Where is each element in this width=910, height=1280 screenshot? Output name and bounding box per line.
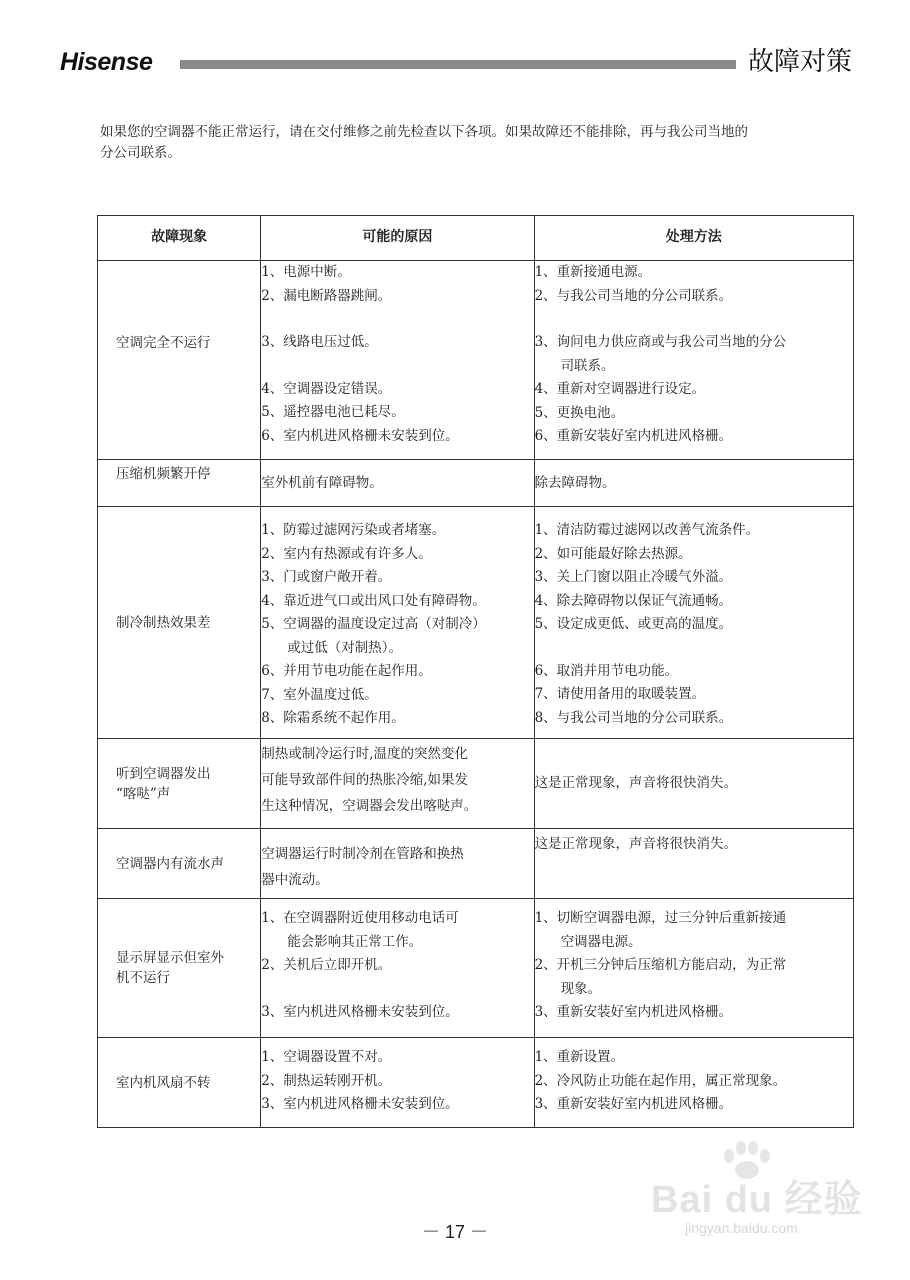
cause-line: 可能导致部件间的热胀冷缩,如果发 <box>261 772 468 788</box>
hisense-logo: Hisense <box>60 48 153 76</box>
cause-line: 4、靠近进气口或出风口处有障碍物。 <box>261 592 486 609</box>
cause-line: 2、制热运转刚开机。 <box>261 1072 392 1089</box>
solution-cell <box>534 739 853 829</box>
solution-line: 这是正常现象，声音将很快消失。 <box>534 774 738 791</box>
solution-line: 6、重新安装好室内机进风格栅。 <box>534 428 733 444</box>
solution-cell <box>534 899 853 1038</box>
cause-line: 2、关机后立即开机。 <box>261 957 392 973</box>
table-row <box>98 899 854 1038</box>
cause-line: 2、室内有热源或有许多人。 <box>261 545 432 562</box>
cause-line: 或过低（对制热）。 <box>287 639 402 656</box>
symptom-cell <box>98 460 261 507</box>
cause-line: 生这种情况，空调器会发出喀哒声。 <box>261 798 478 814</box>
cause-line: 7、室外温度过低。 <box>261 686 378 703</box>
solution-cell <box>534 507 853 739</box>
table-row <box>98 460 854 507</box>
solution-line: 2、与我公司当地的分公司联系。 <box>534 287 733 304</box>
cause-line: 4、空调器设定错误。 <box>261 380 392 397</box>
spacer <box>535 637 853 660</box>
troubleshooting-table <box>97 215 854 1128</box>
spacer <box>261 978 533 1001</box>
cause-line: 3、门或窗户敞开着。 <box>261 569 392 585</box>
cause-line: 1、空调器设置不对。 <box>261 1049 392 1065</box>
solution-line: 3、关上门窗以阻止冷暖气外溢。 <box>534 569 733 585</box>
watermark-url: jingyan.baidu.com <box>685 1220 798 1236</box>
symptom-cell <box>98 261 261 460</box>
solution-line: 8、与我公司当地的分公司联系。 <box>534 709 733 726</box>
header-solution: 处理方法 <box>534 216 853 261</box>
cause-cell <box>261 739 534 829</box>
cause-line: 1、电源中断。 <box>261 264 351 280</box>
symptom-text: 空调完全不运行 <box>116 335 211 351</box>
cause-cell <box>261 507 534 739</box>
solution-line: 1、重新设置。 <box>534 1049 625 1065</box>
table-row <box>98 507 854 739</box>
solution-line: 2、冷风防止功能在起作用，属正常现象。 <box>534 1072 787 1089</box>
page-number: － 17 － <box>421 1222 489 1242</box>
cause-line: 1、防霉过滤网污染或者堵塞。 <box>261 522 446 538</box>
page-title: 故障对策 <box>748 47 853 77</box>
cause-cell <box>261 1038 534 1128</box>
solution-cell <box>534 261 853 460</box>
symptom-cell <box>98 829 261 899</box>
cause-cell <box>261 460 534 507</box>
cause-line: 8、除霜系统不起作用。 <box>261 710 405 726</box>
solution-line: 3、重新安装好室内机进风格栅。 <box>534 1096 733 1112</box>
solution-line: 3、重新安装好室内机进风格栅。 <box>534 1004 733 1020</box>
header-cause: 可能的原因 <box>261 216 534 261</box>
header-bar <box>180 60 736 69</box>
symptom-text: 空调器内有流水声 <box>116 855 224 872</box>
symptom-text: 室内机风扇不转 <box>116 1074 211 1091</box>
symptom-line: “喀哒”声 <box>116 785 171 802</box>
header-symptom: 故障现象 <box>98 216 261 261</box>
intro-line: 分公司联系。 <box>100 145 181 161</box>
cause-line: 3、室内机进风格栅未安装到位。 <box>261 1096 459 1112</box>
solution-line: 这是正常现象，声音将很快消失。 <box>534 836 738 852</box>
solution-line: 4、重新对空调器进行设定。 <box>534 381 706 397</box>
table-row <box>98 829 854 899</box>
solution-line: 5、更换电池。 <box>534 404 625 421</box>
solution-cell <box>534 460 853 507</box>
spacer <box>261 308 533 331</box>
symptom-cell <box>98 507 261 739</box>
cause-line: 1、在空调器附近使用移动电话可 <box>261 910 459 926</box>
watermark-brand: Bai du 经验 <box>651 1179 863 1221</box>
cause-line: 5、遥控器电池已耗尽。 <box>261 404 405 420</box>
cause-cell <box>261 829 534 899</box>
cause-line: 3、室内机进风格栅未安装到位。 <box>261 1003 459 1020</box>
solution-line: 2、如可能最好除去热源。 <box>534 545 692 562</box>
table-row <box>98 1038 854 1128</box>
cause-line: 室外机前有障碍物。 <box>261 475 383 491</box>
symptom-line: 机不运行 <box>116 970 170 986</box>
page-header <box>0 0 910 100</box>
cause-line: 空调器运行时制冷剂在管路和换热 <box>261 846 464 862</box>
symptom-cell <box>98 739 261 829</box>
cause-cell <box>261 261 534 460</box>
cause-line: 3、线路电压过低。 <box>261 334 378 350</box>
solution-cell <box>534 1038 853 1128</box>
cause-line: 器中流动。 <box>261 872 329 888</box>
cause-line: 6、并用节电功能在起作用。 <box>261 663 432 679</box>
symptom-line: 显示屏显示但室外 <box>116 950 224 966</box>
solution-line: 2、开机三分钟后压缩机方能启动，为正常 <box>534 957 787 973</box>
symptom-text: 制冷制热效果差 <box>116 614 211 631</box>
solution-line: 6、取消并用节电功能。 <box>534 662 679 679</box>
solution-line: 1、重新接通电源。 <box>534 264 652 280</box>
solution-line: 3、询问电力供应商或与我公司当地的分公 <box>534 334 787 350</box>
solution-line: 除去障碍物。 <box>534 475 616 491</box>
cause-line: 能会影响其正常工作。 <box>287 933 423 950</box>
intro-line: 如果您的空调器不能正常运行，请在交付维修之前先检查以下各项。如果故障还不能排除，再与我公司当地的 <box>100 124 748 140</box>
spacer <box>535 308 853 331</box>
symptom-cell <box>98 1038 261 1128</box>
cause-line: 2、漏电断路器跳闸。 <box>261 287 392 304</box>
solution-cell <box>534 829 853 899</box>
solution-line: 1、清洁防霉过滤网以改善气流条件。 <box>534 522 760 538</box>
solution-line: 7、请使用备用的取暖装置。 <box>534 686 706 702</box>
symptom-text: 压缩机频繁开停 <box>116 466 211 482</box>
solution-line: 5、设定成更低、或更高的温度。 <box>534 616 733 632</box>
cause-cell <box>261 899 534 1038</box>
table-header-row <box>98 216 854 261</box>
cause-line: 6、室内机进风格栅未安装到位。 <box>261 427 459 444</box>
table-row <box>98 261 854 460</box>
spacer <box>261 355 533 378</box>
cause-line: 制热或制冷运行时,温度的突然变化 <box>261 746 468 762</box>
cause-line: 5、空调器的温度设定过高（对制冷） <box>261 616 486 632</box>
solution-line: 4、除去障碍物以保证气流通畅。 <box>534 592 733 609</box>
solution-line: 现象。 <box>560 980 602 997</box>
intro-paragraph <box>100 122 855 164</box>
solution-line: 1、切断空调器电源，过三分钟后重新接通 <box>534 910 787 926</box>
solution-line: 司联系。 <box>560 357 615 374</box>
symptom-cell <box>98 899 261 1038</box>
table-row <box>98 739 854 829</box>
symptom-line: 听到空调器发出 <box>116 765 211 782</box>
solution-line: 空调器电源。 <box>560 933 642 950</box>
